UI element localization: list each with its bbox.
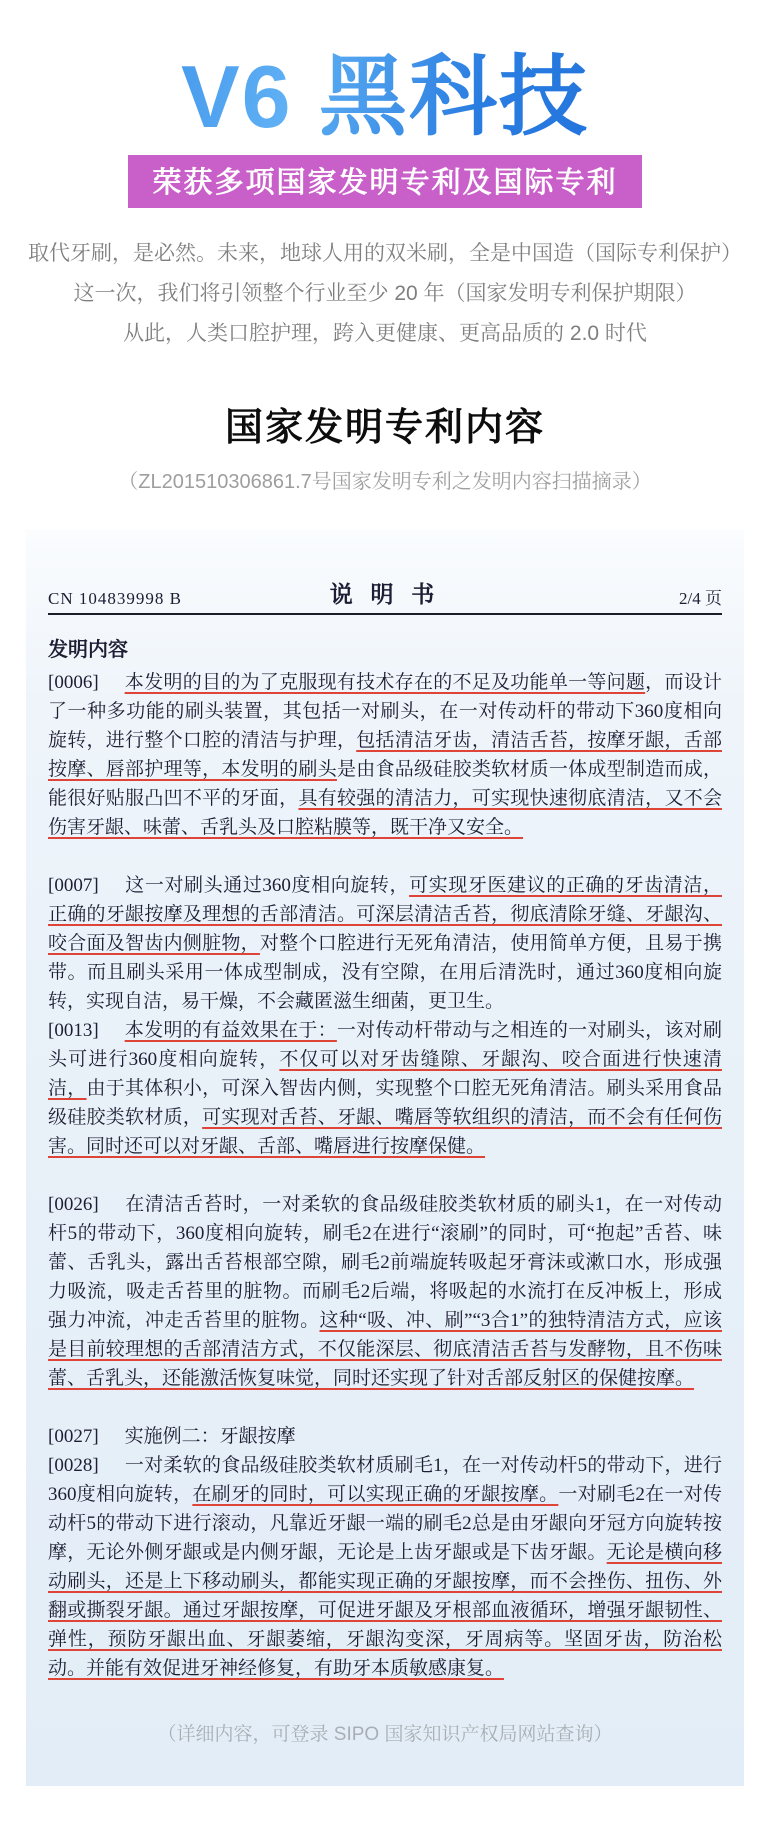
paragraph-label: [0007] [48,874,99,896]
hero-title: V6 黑科技 [0,48,770,147]
sipo-footnote: （详细内容，可登录 SIPO 国家知识产权局网站查询） [157,1723,613,1745]
section-subtitle: （ZL201510306861.7号国家发明专利之发明内容扫描摘录） [118,470,652,493]
paragraph-label: [0028] [48,1454,99,1476]
patent-paragraph [48,668,722,842]
patent-page-indicator: 2/4 页 [679,588,723,608]
paragraph-text: 一对传动杆带动与之相连的一对刷头，该对刷头可进行360度相向旋转， [48,1019,722,1070]
patent-doc-title: 说 明 书 [329,581,441,607]
invention-content-heading: 发明内容 [48,638,128,661]
paragraph-text: 对整个口腔进行无死角清洁，使用简单方便，且易于携带。而且刷头采用一体成型制成，没有空隙，在用后清洗时，通过360度相向旋转，实现自洁，易干燥，不会藏匿滋生细菌，更卫生。 [48,932,722,1012]
paragraph-text: ，而设计了一种多功能的刷头装置，其包括一对刷头，在一对传动杆的带动下360度相向旋转，进行整个口腔的清洁与护理， [48,671,722,751]
section-title: 国家发明专利内容 [224,406,545,449]
underlined-text: 可实现牙医建议的正确的牙齿清洁，正确的牙龈按摩及理想的舌部清洁。可深层清洁舌苔，彻底清除牙缝、牙龈沟、咬合面及智齿内侧脏物， [48,874,722,954]
patent-paragraph [48,1016,722,1161]
patent-paragraph [48,871,722,1016]
underlined-text: 不仅可以对牙齿缝隙、牙龈沟、咬合面进行快速清洁， [48,1048,722,1099]
patent-paragraph [48,1451,722,1683]
intro-line-2: 这一次，我们将引领整个行业至少 20 年（国家发明专利保护期限） [73,281,697,305]
underlined-text: 在刷牙的同时，可以实现正确的牙龈按摩。 [192,1483,559,1505]
underlined-text: 具有较强的清洁力，可实现快速彻底清洁，又不会伤害牙龈、味蕾、舌乳头及口腔粘膜等，既干净又安全。 [48,787,722,838]
patent-award-badge: 荣获多项国家发明专利及国际专利 [128,155,641,208]
paragraph-text: 是由食品级硅胶类软材质一体成型制造而成，能很好贴服凸凹不平的牙面， [48,758,722,809]
underlined-text: 本发明的有益效果在于： [124,1019,337,1041]
underlined-text: 本发明的目的为了克服现有技术存在的不足及功能单一等问题 [124,671,646,693]
underlined-text: 无论是横向移动刷头，还是上下移动刷头，都能实现正确的牙龈按摩，而不会挫伤、扭伤、外翻或撕裂牙龈。通过牙龈按摩，可促进牙龈及牙根部血液循环，增强牙龈韧性、弹性，预防牙龈出血、牙龈萎缩，牙龈沟变深，牙周病等。坚固牙齿，防治松动。并能有效促进牙神经修复，有助牙本质敏感康复。 [48,1541,722,1679]
paragraph-text: 一对柔软的食品级硅胶类软材质刷毛1，在一对传动杆5的带动下，进行360度相向旋转， [48,1454,722,1505]
paragraph-text: 在清洁舌苔时，一对柔软的食品级硅胶类软材质的刷头1，在一对传动杆5的带动下，360度相向旋转，刷毛2在进行“滚刷”的同时，可“抱起”舌苔、味蕾、舌乳头，露出舌苔根部空隙，刷毛2前端旋转吸起牙膏沫或漱口水，形成强力吸流，吸走舌苔里的脏物。而刷毛2后端，将吸起的水流打在反冲板上，形成强力冲流，冲走舌苔里的脏物。 [48,1193,722,1331]
paragraph-label: [0027] [48,1425,99,1447]
underlined-text: 这种“吸、冲、刷”“3合1”的独特清洁方式，应该是目前较理想的舌部清洁方式，不仅能深层、彻底清洁舌苔与发酵物，且不伤味蕾、舌乳头，还能激活恢复味觉，同时还实现了针对舌部反射区的保健按摩。 [48,1309,722,1389]
intro-line-3: 从此，人类口腔护理，跨入更健康、更高品质的 2.0 时代 [123,321,647,345]
patent-paragraph [48,1422,722,1451]
underlined-text: 可实现对舌苔、牙龈、嘴唇等软组织的清洁，而不会有任何伤害。同时还可以对牙龈、舌部、嘴唇进行按摩保健。 [48,1106,722,1157]
paragraph-label: [0026] [48,1193,99,1215]
patent-document-scan [26,530,744,1786]
patent-paragraph [48,1190,722,1393]
paragraph-text: 一对刷毛2在一对传动杆5的带动下进行滚动，凡靠近牙龈一端的刷毛2总是由牙龈向牙冠方向旋转按摩，无论外侧牙龈或是内侧牙龈，无论是上齿牙龈或是下齿牙龈。 [48,1483,722,1563]
underlined-text: 包括清洁牙齿，清洁舌苔，按摩牙龈，舌部按摩、唇部护理等，本发明的刷头 [48,729,722,780]
patent-doc-number: CN 104839998 B [48,588,182,608]
intro-text [0,234,770,354]
patent-paragraphs [48,668,722,1683]
paragraph-text: 这一对刷头通过360度相向旋转， [124,874,410,896]
intro-line-1: 取代牙刷，是必然。未来，地球人用的双米刷，全是中国造（国际专利保护） [28,241,742,265]
paragraph-text: 实施例二：牙龈按摩 [124,1425,296,1447]
paragraph-text: 由于其体积小，可深入智齿内侧，实现整个口腔无死角清洁。刷头采用食品级硅胶类软材质， [48,1077,722,1128]
paragraph-label: [0006] [48,671,99,693]
paragraph-label: [0013] [48,1019,99,1041]
patent-doc-header [48,576,722,615]
bottom-spacer [0,1786,770,1824]
